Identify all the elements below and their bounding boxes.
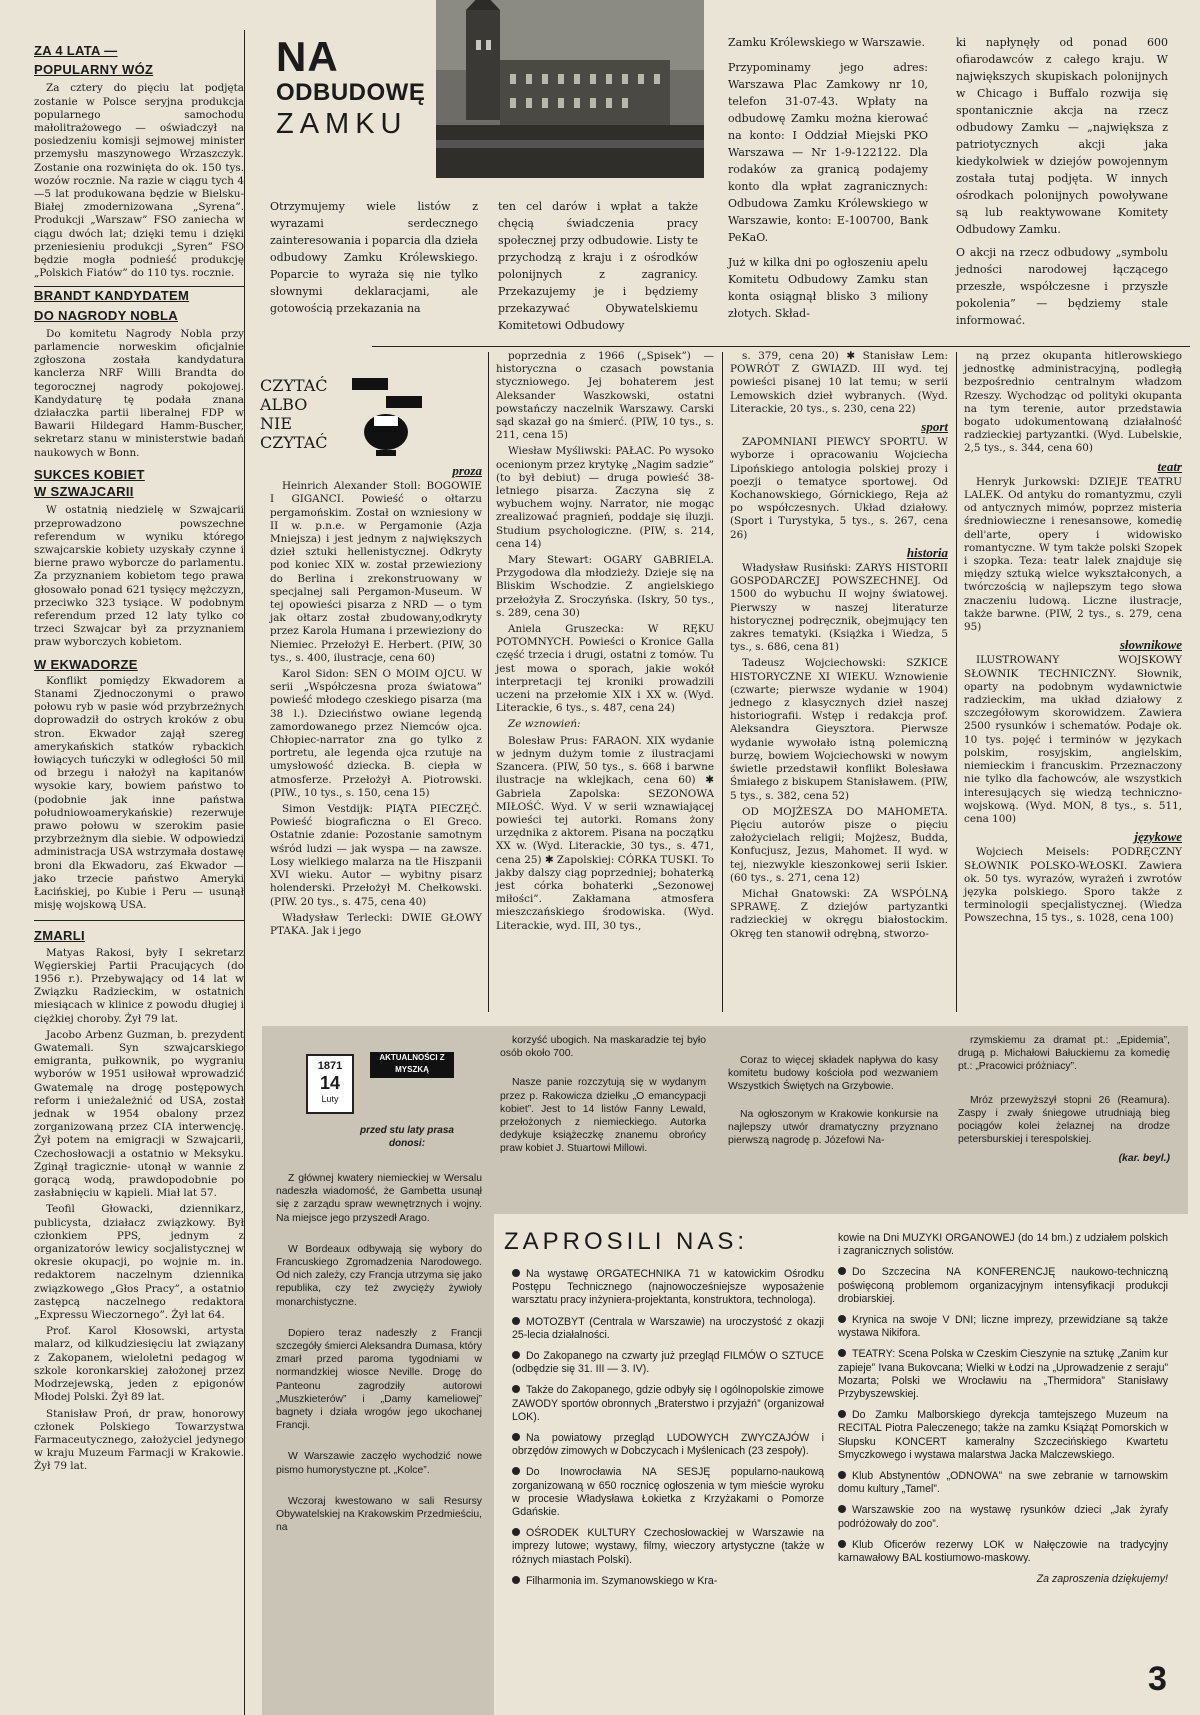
section-heading: ZMARLI: [34, 928, 85, 944]
zaprosili-col-2: [838, 1232, 1168, 1586]
bullet-icon: [512, 1269, 520, 1277]
invite-text: Do Zamku Malborskiego dyrekcja tamtejszego Muzeum na RECITAL Piotra Paleczenego; także na zamku Książąt Pomorskich w Słupsku KONCERT kameralny Szczecińskiego Kwartetu Smyczkowego i wystawa malarstwa Jacka Malczewskiego.: [838, 1409, 1168, 1461]
news-item: Wczoraj kwestowano w sali Resursy Obywatelskiej na Krakowskim Przedmieściu, na: [276, 1495, 482, 1534]
section-heading: DO NAGRODY NOBLA: [34, 307, 178, 323]
obituary: Matyas Rakosi, były I sekretarz Węgierskiej Partii Pracujących (do 1956 r.). Przebywający od 14 lat w Związku Radzieckim, w ostatnich miesiącach w klinice z powodu długiej i ciężkiej choroby. Żył 79 lat.: [34, 946, 244, 1025]
invite-text: Do Szczecina NA KONFERENCJĘ naukowo-techniczną poświęconą problemom organizacyjnym intensyfikacji produkcji drobiarskiej.: [838, 1266, 1168, 1305]
zaprosili-col-1: [512, 1268, 824, 1596]
news-item: W Warszawie zaczęło wychodzić nowe pismo humorystyczne pt. „Kolce”.: [276, 1451, 482, 1476]
section-label: teatr: [1157, 458, 1182, 474]
castle-photo: [436, 0, 704, 178]
book-entry: Aniela Gruszecka: W RĘKU POTOMNYCH. Powieści o Kronice Galla część trzecia i drugi, ostatni z tomów. Tu jest mowa o sporach, jakie wokół interpretacji tej kroniki prowadzili uczeni na przełomie XIX i XX w. (Wyd. Literackie, 6 tys., s. 487, cena 24): [496, 623, 714, 715]
obituary: Prof. Karol Kłosowski, artysta malarz, od kilkudziesięciu lat związany z Zakopanem, wieloletni pedagog w szkole koronkarskiej założonej przez Modrzejewską, jeden z epigonów Młodej Polski. Żył 89 lat.: [34, 1325, 244, 1404]
paragraph: ki napłynęły od ponad 600 ofiarodawców z całego kraju. W największych skupiskach polonijnych w Chicago i Buffalo rozwija się spontanicznie akcja na rzecz odbudowy Zamku — „największa z patriotycznych akcji jaka kiedykolwiek w dziejów powojennym została tutaj podjęta. W innych ośrodkach polonijnych powoływane są lub reaktywowane Komitety Odbudowy Zamku.: [956, 36, 1168, 236]
news-item: Na ogłoszonym w Krakowie konkursie na najlepszy utwór dramatyczny przyznano pierwszą nagrodę p. Józefowi Na-: [728, 1108, 938, 1147]
section-heading: W SZWAJCARII: [34, 484, 134, 500]
page-number: 3: [1148, 1660, 1167, 1698]
column-rule: [956, 352, 957, 1012]
news-item: Mróz przewyższył stopni 26 (Reamura). Zaspy i zwały śniegowe utrudniają bieg pociągów kolei żelaznej na drodze petersburskiej i terespolskiej.: [958, 1094, 1170, 1146]
book-entry: Heinrich Alexander Stoll: BOGOWIE I GIGANCI. Powieść o ołtarzu pergamońskim. Został on wzniesiony w II w. p.n.e. w Pergamonie (Azja Mniejsza) i jest jednym z największych dzieł sztuki hellenistycznej. Odkryty pod koniec XIX w. został przewieziony do Berlina i zrekonstruowany w specjalnej sali Pergamon-Museum. W tej opowieści pisarza z NRD — o tym jak ołtarz został zbudowany,odkryty przez Karola Humana i przewieziony do Niemiec. Przełożył E. Herbert. (PIW, 30 tys., s. 400, ilustracje, cena 60): [270, 480, 482, 664]
invite-item: [512, 1350, 824, 1376]
book-entry: poprzednia z 1966 („Spisek”) — historyczna o czasach powstania styczniowego. Jej bohaterem jest Aleksander Waszkowski, ostatni powstańczy naczelnik Warszawy. Carski sąd skazał go na śmierć. (PIW, 10 tys., s. 211, cena 15): [496, 350, 714, 442]
reader-logo-icon: [346, 372, 428, 458]
news-item: Coraz to więcej składek napływa do kasy komitetu budowy kościoła pod wezwaniem Wszystkich Świętych na Grzybowie.: [728, 1055, 938, 1093]
invite-item: [838, 1409, 1168, 1462]
book-entry: Tadeusz Wojciechowski: SZKICE HISTORYCZNE XI WIEKU. Wznowienie (czwarte; pierwsze wydanie w 1904) jednego z klasycznych dzieł naszej historiografii. Wstęp i redakcja prof. Aleksandra Gieysztora. Pierwsze wydanie wywołało istną polemiczną burzę, bowiem Wojciechowski w nowym świetle przedstawił konflikt Bolesława Śmiałego z biskupem Stanisławem. (PIW, 5 tys., s. 382, cena 52): [730, 657, 948, 802]
zamek-col-3: [728, 34, 928, 322]
zamek-col-4: [956, 34, 1168, 329]
invite-item: [838, 1314, 1168, 1340]
bullet-icon: [838, 1505, 846, 1513]
invite-text: Także do Zakopanego, gdzie odbyły się I ogólnopolskie zimowe ZAWODY sportów obronnych „Braterstwo i przyjaźń” (organizował LOK).: [512, 1384, 824, 1423]
book-entry: ną przez okupanta hitlerowskiego jednostkę administracyjną, podległą bezpośrednio centralnym władzom Rzeszy. Wychodząc od polityki okupanta na tym terenie, autor przedstawia bogato udokumentowaną działalność radzieckiej partyzantki. (Wyd. Lubelskie, 2,5 tys., s. 344, cena 60): [964, 350, 1182, 455]
column-rule: [488, 352, 489, 1012]
invite-text: Na powiatowy przegląd LUDOWYCH ZWYCZAJÓW i obrzędów zimowych w Dobczycach i Myślenicach (23 zespoły).: [512, 1432, 824, 1458]
bullet-icon: [838, 1540, 846, 1548]
article-body: Do komitetu Nagrody Nobla przy parlamencie norweskim oficjalnie zgłoszona została kandydatura kanclerza NRF Willi Brandta do tegorocznej nagrody pokojowej. Kandydaturę tę podała znana działaczka partii liberalnej FDP w Bawarii Hildegard Hamm-Buscher, sekretarz stanu w ministerstwie badań naukowych w Bonn.: [34, 327, 244, 459]
book-entry: Bolesław Prus: FARAON. XIX wydanie w jednym dużym tomie z ilustracjami Szancera. (PIW, 50 tys., s. 668 i barwne ilustracje na wklejkach, cena 60) ✱ Gabriela Zapolska: SEZONOWA MIŁOŚĆ. Wyd. V w serii wznawiającej powieści tej autorki. Romans żony urzędnika z aktorem. Pisana na początku XX w. (Wyd. Literackie, 30 tys., s. 471, cena 25) ✱ Zapolskiej: CÓRKA TUSKI. To jakby dalszy ciąg poprzedniej; bohaterką jest córka bohaterki „Sezonowej miłości”. Zakłamana atmosfera mieszczańskiego środowiska. (Wyd. Literackie, wyd. III, 30 tys.,: [496, 734, 714, 932]
book-entry: ZAPOMNIANI PIEWCY SPORTU. W wyborze i opracowaniu Wojciecha Lipońskiego antologia polskiej prozy i poezji o tematyce sportowej. Od Kochanowskiego, Górnickiego, Reja aż po współczesnych. Układ działowy. (Sport i Turystyka, 5 tys., s. 267, cena 26): [730, 436, 948, 541]
calendar-card: [306, 1054, 354, 1114]
news-item: Nasze panie rozczytują się w wydanym przez p. Rakowicza dziełku „O emancypacji kobiet”. Jest to 14 listów Fanny Lewald, przełożonych z niemieckiego. Autorka dedykuje książeczkę znanemu obrońcy praw kobiet J. Stuartowi Millowi.: [500, 1077, 706, 1155]
invite-item: [838, 1348, 1168, 1401]
calendar-month: Luty: [321, 1094, 339, 1104]
zamek-col-1: Otrzymujemy wiele listów z wyrazami serdecznego zainteresowania i poparcia dla dzieła odbudowy Zamku Królewskiego. Poparcie to wyraża się nie tylko słownymi deklaracjami, ale gotowością przekazania na: [270, 200, 478, 315]
books-col-1: [270, 460, 482, 941]
title-line: NA: [276, 33, 339, 80]
section-heading: W EKWADORZE: [34, 656, 138, 672]
invite-item: [512, 1575, 824, 1588]
title-line: ZAMKU: [276, 108, 408, 140]
bullet-icon: [838, 1267, 846, 1275]
section-label: językowe: [1134, 829, 1182, 845]
section-label: proza: [452, 463, 482, 478]
book-entry: Mary Stewart: OGARY GABRIELA. Przygodowa dla młodzieży. Dzieje się na Bliskim Wschodzie. Z angielskiego przełożyła Z. Sroczyńska. (Iskry, 50 tys., s. 289, cena 30): [496, 554, 714, 619]
article-body: Konflikt pomiędzy Ekwadorem a Stanami Zjednoczonymi o prawo połowu ryb w pasie wód przybrzeżnych doprowadził do ostrych kroków z obu stron. Ekwador zajął szereg amerykańskich statków rybackich łowiących tuńczyki w odległości 50 mil od brzegu i nałożył na kapitanów wysokie kary, bowiem państwo to (podobnie jak inne państwa południowoamerykańskie) rezerwuje prawo połowu w szerokim pasie przybrzeżnym dla siebie. W odpowiedzi administracja USA wstrzymała dostawę broni dla Ekwadoru, zaś Ekwador — jako trzecie państwo Ameryki Łacińskiej, po Kubie i Peru — usunął misję wojskową USA.: [34, 674, 244, 912]
invite-item: [512, 1268, 824, 1308]
section-heading: ZA 4 LATA —: [34, 43, 118, 58]
books-badge: [346, 372, 428, 458]
book-entry: ILUSTROWANY WOJSKOWY SŁOWNIK TECHNICZNY. Słownik, oparty na podobnym wydawnictwie radzieckim, ma układ działowy z szczegółowym skorowidzem. Zawiera 2500 rysunków i schematów. Podaje ok. 10 tys. pojęć i terminów w językach polskim, rosyjskim, angielskim, niemieckim i francuskim. Przeznaczony nie tylko dla fachowców, ale wszystkich interesujących się wiedzą techniczno-wojskową. (Wyd. MON, 8 tys., s. 511, cena 100): [964, 654, 1182, 825]
invite-text: TEATRY: Scena Polska w Czeskim Cieszynie na sztukę „Zanim kur zapieje” Ivana Bukovcana; Wielki w Łodzi na „Uprowadzenie z seraju” Mozarta; Polski we Wrocławiu na „Thermidora” Stanisławy Przybyszewskiej.: [838, 1348, 1168, 1401]
bullet-icon: [512, 1528, 520, 1536]
bullet-icon: [512, 1385, 520, 1393]
books-col-4: [964, 350, 1182, 929]
bullet-icon: [838, 1471, 846, 1479]
invite-text: Krynica na swoje V DNI; liczne imprezy, przewidziane są także wystawa Nikifora.: [838, 1314, 1168, 1340]
calendar-year: 1871: [317, 1060, 343, 1072]
invite-text: Filharmonia im. Szymanowskiego w Kra-: [526, 1574, 718, 1587]
bullet-icon: [838, 1349, 846, 1357]
invite-item: kowie na Dni MUZYKI ORGANOWEJ (do 14 bm.) z udziałem polskich i zagranicznych solistów.: [838, 1232, 1168, 1258]
section-divider: [372, 346, 1190, 347]
section-label: historia: [906, 544, 948, 560]
invite-text: Warszawskie zoo na wystawę rysunków dzieci „Jak żyrafy podróżowały do zoo”.: [838, 1504, 1168, 1530]
zaprosili-title: ZAPROSILI NAS:: [504, 1228, 749, 1255]
book-entry: s. 379, cena 20) ✱ Stanisław Lem: POWRÓT Z GWIAZD. III wyd. tej powieści pisanej 10 lat temu; w serii Lemowskich dzieł wybranych. (Wyd. Literackie, 20 tys., s. 230, cena 22): [730, 350, 948, 415]
signature: (kar. beyl.): [1118, 1153, 1170, 1165]
invite-text: Na wystawę ORGATECHNIKA 71 w katowickim Ośrodku Postępu Technicznego (najnowocześniejsze wyposażenie warsztatu pracy inżyniera-projektanta, konstruktora, technologa).: [512, 1268, 824, 1307]
bullet-icon: [512, 1467, 520, 1475]
news-item: korzyść ubogich. Na maskaradzie tej było osób około 700.: [500, 1035, 706, 1060]
invite-item: [512, 1316, 824, 1342]
books-col-3: [730, 350, 948, 944]
invite-item: [512, 1432, 824, 1458]
section-heading: SUKCES KOBIET: [34, 466, 145, 482]
paragraph: Przypominamy jego adres: Warszawa Plac Zamkowy nr 10, telefon 31-07-43. Wpłaty na odbudowę Zamku można kierować na konto: I Oddział Miejski PKO Warszawa — Nr 1-9-122122. Dla rodaków za granicą podajemy konto dla wpłat zagranicznych: Odbudowa Zamku Królewskiego w Warszawie, konto: E-100700, Bank PeKaO.: [728, 61, 928, 244]
aktualnosci-badge: AKTUALNOŚCI Z MYSZKĄ: [370, 1052, 454, 1078]
book-entry: Władysław Terlecki: DWIE GŁOWY PTAKA. Jak i jego: [270, 911, 482, 937]
bullet-icon: [838, 1410, 846, 1418]
column-rule: [722, 352, 723, 1012]
section-label: słownikowe: [1119, 637, 1182, 653]
article-body: Za cztery do pięciu lat podjęta zostanie w Polsce seryjna produkcja popularnego samochodu małolitrażowego — oświadczył na posiedzeniu komisji sejmowej minister przemysłu maszynowego Wrzaszczyk. Zostanie ona rozwinięta do ok. 150 tys. wozów rocznie. Na razie w ciągu tych 4—5 lat produkowana będzie w Bielsku-Białej zmodernizowana „Syrena”. Produkcji „Warszaw” FSO zaniecha w ciągu dwóch lat; dzięki temu i dzięki przeniesieniu produkcji „Syren” FSO będzie mogła podnieść produkcję „Polskich Fiatów” do 110 tys. rocznie.: [34, 82, 244, 280]
invite-text: Do Inowrocławia NA SESJĘ popularno-naukową zorganizowaną w 650 rocznicę ogłoszenia w tym mieście wyroku w procesie Władysława Łokietka z Krzyżakami o Pomorze Gdańskie.: [512, 1466, 824, 1519]
divider: [34, 920, 244, 921]
books-col-2: [496, 350, 714, 936]
obituary: Jacobo Arbenz Guzman, b. prezydent Gwatemali. Syn szwajcarskiego emigranta, pułkownik, po wygraniu wyborów w 1951 usiłował wprowadzić Gwatemalę na drogę postępowych reform i unieżależnić od USA, został jednak w 1954 obalony przez zorganizowaną przez CIA interwencję. Żył potem na emigracji w Szwajcarii, Czechosłowacji a ostatnio w Meksyku. Zginął tragicznie- utonął w wannie z gorącą wodą, prawdopodobnie po zasłabnięciu w kąpieli. Miał lat 57.: [34, 1028, 244, 1200]
news-item: rzymskiemu za dramat pt.: „Epidemia”, drugą p. Michałowi Bałuckiemu za komedię pt.: „Pracowici próżniacy”.: [958, 1035, 1170, 1073]
news-item: Z głównej kwatery niemieckiej w Wersalu nadeszła wiadomość, że Gambetta usunął się z zarządu spraw wewnętrznych i wojny. Na miejsce jego przyszedł Arago.: [276, 1173, 482, 1224]
book-entry: Simon Vestdijk: PIĄTA PIECZĘĆ. Powieść biograficzna o El Greco. Ostatnie zdanie: Pozostanie samotnym wśród ludzi — jak wyspa — na zawsze. Losy wielkiego malarza na tle Hiszpanii XVI wieku. Autor — wybitny pisarz holenderski. Przełożył M. Chełkowski. (PIW. 20 tys., s. 475, cena 40): [270, 803, 482, 908]
history-col-2: [500, 1034, 706, 1159]
invite-text: Klub Abstynentów „ODNOWA” na swe zebranie w tarnowskim domu kultury „Tamel”.: [838, 1470, 1168, 1496]
zamek-title: [276, 33, 436, 140]
invite-text: OŚRODEK KULTURY Czechosłowackiej w Warszawie na imprezy lutowe; wystawy, filmy, wieczory artystyczne (także w różnych miastach Polski).: [512, 1527, 824, 1566]
bullet-icon: [838, 1315, 846, 1323]
bullet-icon: [512, 1433, 520, 1441]
invite-text: Klub Oficerów rezerwy LOK w Nałęczowie na tradycyjny karnawałowy BAL kostiumowo-maskowy.: [838, 1538, 1168, 1565]
left-column-rule: [244, 30, 245, 1715]
news-item: Dopiero teraz nadeszły z Francji szczegóły śmierci Aleksandra Dumasa, który zmarł przed paroma tygodniami w normandzkiej wiosce Neville. Drogę do Panteonu zagrodziły autorowi „Muszkieterów” i „Damy kameliowej” bagnety i działa wrogów jego ukochanej Francji.: [276, 1327, 482, 1432]
paragraph: Już w kilka dni po ogłoszeniu apelu Komitetu Odbudowy Zamku stan konta osiągnął blisko 3 miliony złotych. Skład-: [728, 256, 928, 320]
invite-item: [512, 1384, 824, 1424]
bullet-icon: [512, 1576, 520, 1584]
invite-item: [512, 1466, 824, 1519]
book-entry: Wojciech Meisels: PODRĘCZNY SŁOWNIK POLSKO-WŁOSKI. Zawiera ok. 50 tys. wyrazów, wyrażeń i zwrotów języka polskiego. Sporo także z terminologii specjalistycznej. (Wiedza Powszechna, 15 tys., s. 1028, cena 100): [964, 846, 1182, 925]
calendar-day: 14: [319, 1073, 341, 1093]
history-col-1: [276, 1172, 482, 1537]
left-column: [34, 44, 244, 1477]
history-col-3: [728, 1054, 938, 1150]
history-col-4: [958, 1034, 1170, 1166]
book-entry: Henryk Jurkowski: DZIEJE TEATRU LALEK. Od antyku do romantyzmu, czyli od antycznych mimów, poprzez misteria średniowieczne i renesansowe, komedię dell'arte, opery i widowisko romantyczne. W tym także polski Szopek i szopka. Teza: teatr lalek znajduje się między sztuką wielce wykształconych, a twórczością w najlepszym tego słowa znaczeniu ludową. Liczne ilustracje, także barwne. (PIW, 2 tys., s. 279, cena 95): [964, 475, 1182, 634]
news-item: W Bordeaux odbywają się wybory do Francuskiego Zgromadzenia Narodowego. Od nich zależy, czy Francja utrzyma się jako republika, czy też zwycięży żywioły monarchistyczne.: [276, 1243, 482, 1308]
paragraph: O akcji na rzecz odbudowy „symbolu jedności narodowej łączącego przeszłe, współczesne i przyszłe pokolenia” — będziemy stale informować.: [956, 246, 1168, 327]
book-entry: Władysław Rusiński: ZARYS HISTORII GOSPODARCZEJ POWSZECHNEJ. Od 1500 do wybuchu II wojny światowej. Pierwszy w naszej literaturze historycznej podręcznik, obejmujący ten zakres tematyki. (Książka i Wiedza, 5 tys., s. 686, cena 81): [730, 562, 948, 654]
history-caption: przed stu laty prasa donosi:: [360, 1125, 454, 1149]
obituary: Teofil Głowacki, dziennikarz, publicysta, działacz związkowy. Był członkiem PPS, jednym z organizatorów lewicy socjalistycznej w okresie okupacji, po wojnie m. in. redaktorem naczelnym dziennika związkowego „Głos Pracy”, a ostatnio zastępcą naczelnego redaktora „Expressu Wieczornego”. Żył lat 64.: [34, 1203, 244, 1322]
invite-item: [838, 1504, 1168, 1530]
book-entry: Michał Gnatowski: ZA WSPÓLNĄ SPRAWĘ. Z dziejów partyzantki radzieckiej w okręgu białostockim. Okręg ten stanowił odrębną, stworzo-: [730, 887, 948, 940]
title-line: ODBUDOWĘ: [276, 79, 426, 106]
invite-text: Do Zakopanego na czwarty już przegląd FILMÓW O SZTUCE (odbędzie się 31. III — 3. IV).: [512, 1350, 824, 1376]
invite-text: MOTOZBYT (Centrala w Warszawie) na uroczystość z okazji 25-lecia działalności.: [512, 1315, 824, 1341]
book-entry: Karol Sidon: SEN O MOIM OJCU. W serii „Współczesna proza światowa” powieść młodego czeskiego pisarza (ma 38 l.). Dzieciństwo owiane legendą zamordowanego przez Niemców ojca. Chłopiec-narrator zna go tylko z portretu, ale legenda ojca rzutuje na umysłowość dziecka. B. ciepła w atmosferze. Przełożył A. Piotrowski. (PIW., 10 tys., s. 150, cena 15): [270, 668, 482, 799]
bullet-icon: [512, 1317, 520, 1325]
bullet-icon: [512, 1351, 520, 1359]
article-body: W ostatnią niedzielę w Szwajcarii przeprowadzono powszechne referendum w wyniku którego szwajcarskie kobiety uzyskały czynne i bierne prawo wyborcze do parlamentu. Za przyznaniem kobietom tego prawa głosowało ponad 621 tysięcy mężczyzn, przeciwko 323 tysiące. W podobnym referendum przed 12 laty tylko co trzeci Szwajcar był za przyznaniem praw wyborczych kobietom.: [34, 504, 244, 649]
castle-image: [436, 0, 704, 178]
thanks-note: Za zaproszenia dziękujemy!: [1036, 1573, 1168, 1586]
obituary: Stanisław Proń, dr praw, honorowy członek Polskiego Towarzystwa Farmaceutycznego, założyciel jedynego w kraju Muzeum Farmacji w Krakowie. Żył 79 lat.: [34, 1407, 244, 1473]
book-entry: Wiesław Myśliwski: PAŁAC. Po wysoko ocenionym przez krytykę „Nagim sadzie” (to był debiut) — druga powieść 38-letniego pisarza. Zaczyna się z wybuchem wojny. Narrator, nie mogąc zrealizować pragnień, poddaje się iluzji. Studium psychologiczne. (PIW, s. 214, cena 14): [496, 445, 714, 550]
invite-item: [838, 1266, 1168, 1306]
section-heading: BRANDT KANDYDATEM: [34, 288, 190, 304]
divider: [34, 286, 244, 287]
invite-item: [512, 1527, 824, 1567]
paragraph: Zamku Królewskiego w Warszawie.: [728, 36, 925, 49]
section-label: sport: [921, 419, 948, 435]
invite-item: [838, 1470, 1168, 1496]
invite-item: [838, 1539, 1168, 1565]
book-entry: OD MOJŻESZA DO MAHOMETA. Pięciu autorów pisze o pięciu założycielach religii; Mojżesz, Budda, Konfucjusz, Jezus, Mahomet. II wyd. w tej, niezwykle kieszonkowej serii Iskier. (60 tys., s. 271, cena 12): [730, 805, 948, 884]
reprint-label: Ze wznowień:: [508, 718, 581, 731]
zamek-col-2: ten cel darów i wpłat a także chęcią świadczenia pracy społecznej przy odbudowie. Listy te przychodzą z kraju i z ośrodków polonijnych z zagranicy. Przekazujemy je i będziemy przekazywać Obywatelskiemu Komitetowi Odbudowy: [498, 200, 698, 332]
section-heading: POPULARNY WÓZ: [34, 62, 154, 78]
